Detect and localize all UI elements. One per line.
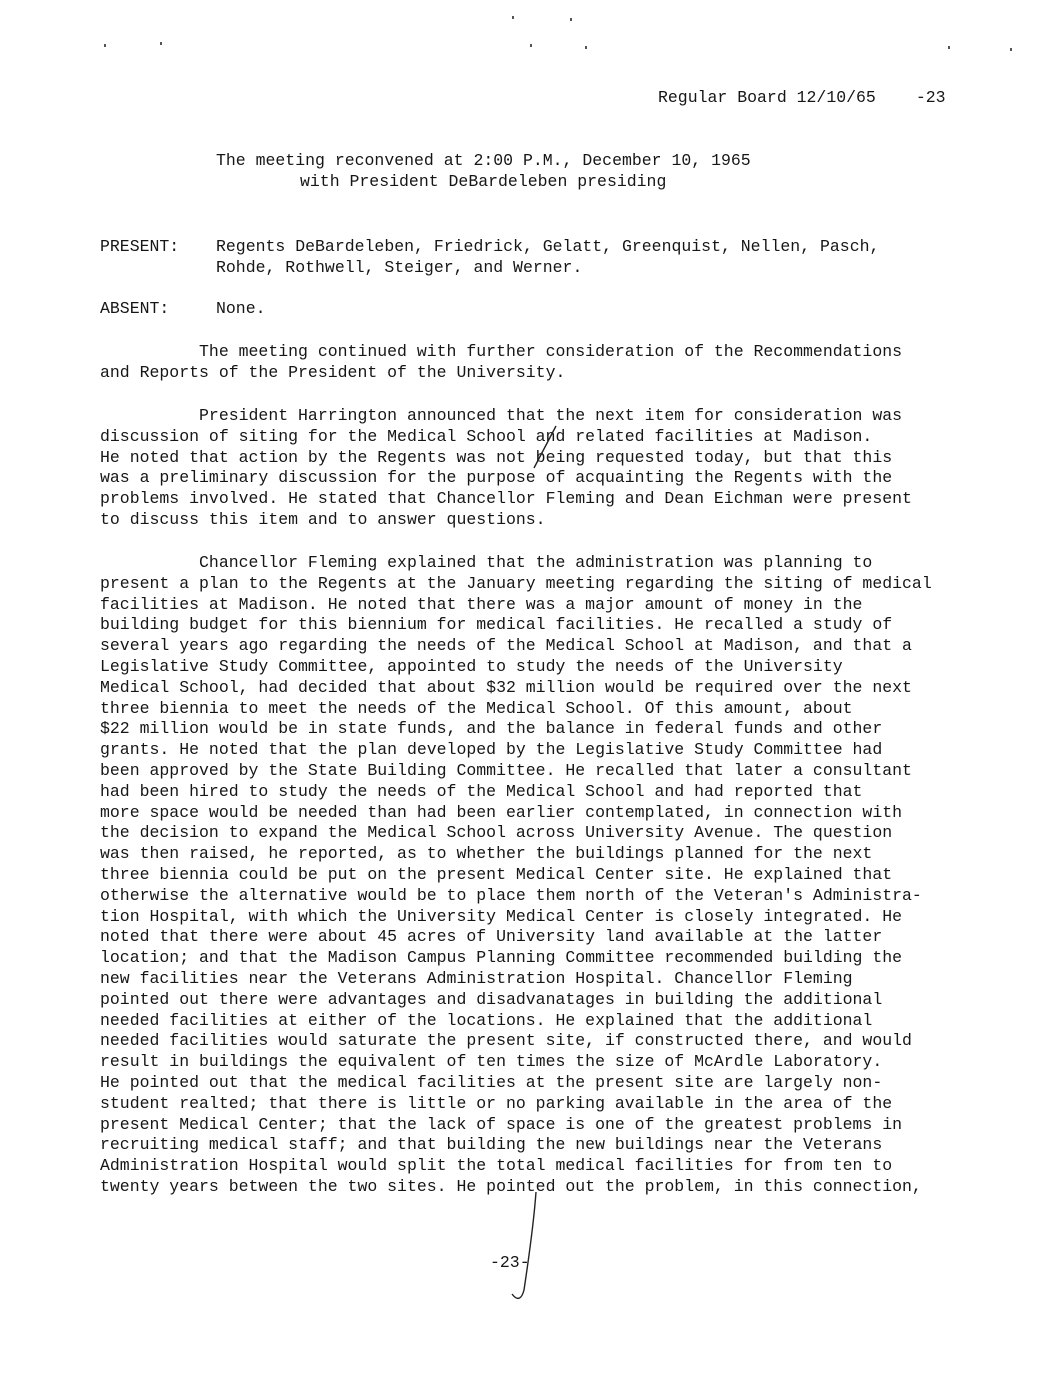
reconvene-notice xyxy=(216,150,751,192)
text-line: the decision to expand the Medical School across University Avenue. The question xyxy=(100,823,893,843)
page-header xyxy=(658,88,946,107)
text-line: new facilities near the Veterans Administration Hospital. Chancellor Fleming xyxy=(100,968,853,988)
text-line: He noted that action by the Regents was not being requested today, but that this xyxy=(100,447,893,467)
present-list xyxy=(216,236,966,278)
text-line: needed facilities at either of the locations. He explained that the additional xyxy=(100,1010,873,1030)
scan-speck xyxy=(1010,48,1012,51)
text-line: facilities at Madison. He noted that there was a major amount of money in the xyxy=(100,594,863,614)
scan-speck xyxy=(530,44,532,47)
text-line: problems involved. He stated that Chancellor Fleming and Dean Eichman were present xyxy=(100,489,912,509)
text-line: pointed out there were advantages and disadvanatages in building the additional xyxy=(100,989,883,1009)
text-line: more space would be needed than had been earlier contemplated, in connection with xyxy=(100,802,903,822)
text-line: had been hired to study the needs of the Medical School and had reported that xyxy=(100,781,863,801)
text-line: The meeting continued with further consideration of the Recommendations xyxy=(100,342,903,361)
text-line: student realted; that there is little or no parking available in the area of the xyxy=(100,1093,893,1113)
text-line: tion Hospital, with which the University Medical Center is closely integrated. He xyxy=(100,906,903,926)
scan-speck xyxy=(104,44,106,47)
text-line: several years ago regarding the needs of the Medical School at Madison, and that a xyxy=(100,636,912,656)
present-label: PRESENT: xyxy=(100,237,180,256)
scan-speck xyxy=(585,46,587,49)
text-line: otherwise the alternative would be to place them north of the Veteran's Administra- xyxy=(100,885,922,905)
text-line: three biennia could be put on the present Medical Center site. He explained that xyxy=(100,864,893,884)
text-line: location; and that the Madison Campus Planning Committee recommended building the xyxy=(100,948,903,968)
footer-page-number: -23- xyxy=(490,1253,530,1272)
paragraph-continuation xyxy=(100,342,990,384)
text-line: discussion of siting for the Medical School and related facilities at Madison. xyxy=(100,426,873,446)
scan-speck xyxy=(512,16,514,19)
text-line: Legislative Study Committee, appointed to study the needs of the University xyxy=(100,656,843,676)
text-line: Medical School, had decided that about $32 million would be required over the next xyxy=(100,677,912,697)
scan-speck xyxy=(948,46,950,49)
pen-check-mark xyxy=(500,1190,540,1305)
text-line: twenty years between the two sites. He pointed out the problem, in this connection, xyxy=(100,1176,922,1196)
text-line: grants. He noted that the plan developed by the Legislative Study Committee had xyxy=(100,740,883,760)
text-line: result in buildings the equivalent of ten times the size of McArdle Laboratory. xyxy=(100,1052,883,1072)
present-line-1: Regents DeBardeleben, Friedrick, Gelatt, Greenquist, Nellen, Pasch, xyxy=(216,237,880,256)
text-line: present Medical Center; that the lack of space is one of the greatest problems in xyxy=(100,1114,903,1134)
reconvene-line-1: The meeting reconvened at 2:00 P.M., December 10, 1965 xyxy=(216,151,751,170)
text-line: building budget for this biennium for medical facilities. He recalled a study of xyxy=(100,615,893,635)
text-line: noted that there were about 45 acres of University land available at the latter xyxy=(100,927,883,947)
header-page-ref: -23 xyxy=(915,88,946,107)
pen-slash-mark xyxy=(530,424,560,470)
text-line: recruiting medical staff; and that building the new buildings near the Veterans xyxy=(100,1135,883,1155)
absent-label: ABSENT: xyxy=(100,299,170,318)
text-line: was a preliminary discussion for the purpose of acquainting the Regents with the xyxy=(100,468,893,488)
absent-value: None. xyxy=(216,299,266,318)
text-line: Administration Hospital would split the total medical facilities for from ten to xyxy=(100,1156,893,1176)
text-line: present a plan to the Regents at the January meeting regarding the siting of medical xyxy=(100,573,932,593)
present-line-2: Rohde, Rothwell, Steiger, and Werner. xyxy=(216,258,583,277)
text-line: to discuss this item and to answer questions. xyxy=(100,509,546,529)
text-line: been approved by the State Building Committee. He recalled that later a consultant xyxy=(100,760,912,780)
text-line: Chancellor Fleming explained that the administration was planning to xyxy=(100,553,873,572)
text-line: needed facilities would saturate the present site, if constructed there, and would xyxy=(100,1031,912,1051)
header-title: Regular Board 12/10/65 xyxy=(658,88,876,107)
text-line: was then raised, he reported, as to whether the buildings planned for the next xyxy=(100,844,873,864)
text-line: three biennia to meet the needs of the Medical School. Of this amount, about xyxy=(100,698,853,718)
text-line: President Harrington announced that the next item for consideration was xyxy=(100,406,903,425)
text-line: $22 million would be in state funds, and the balance in federal funds and other xyxy=(100,719,883,739)
text-line: He pointed out that the medical facilities at the present site are largely non- xyxy=(100,1072,883,1092)
text-line: and Reports of the President of the University. xyxy=(100,362,566,382)
scan-speck xyxy=(160,42,162,45)
scan-speck xyxy=(570,18,572,21)
reconvene-line-2: with President DeBardeleben presiding xyxy=(300,172,667,191)
paragraph-fleming xyxy=(100,553,990,1198)
